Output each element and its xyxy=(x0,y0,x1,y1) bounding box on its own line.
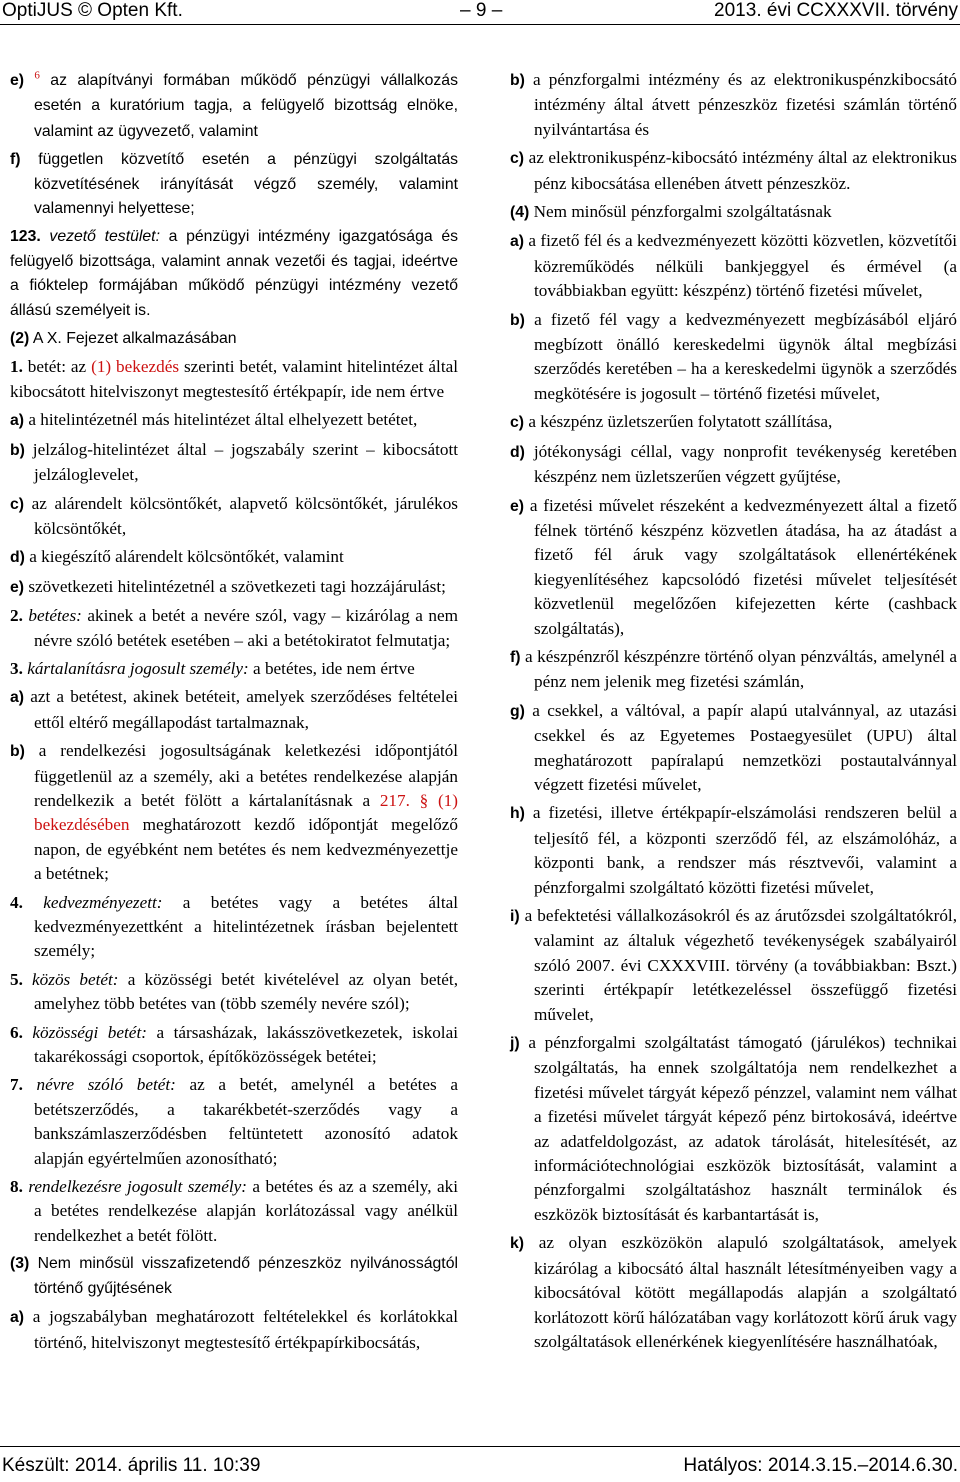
item-text: a fizetési művelet részeként a kedvezményezett által a fizető félnek történő készpénz közvetlen átadása, ha az átadást a fizető fél áruk vagy szolgáltatások ellenértékének kiegyenlítéséhez kapcsolódó fizetési művelet teljesítését közvetlenül megelőzően kifejezetten kérte (cashback szolgáltatás), xyxy=(524,495,957,638)
definition-4 xyxy=(10,891,458,964)
item-text: A X. Fejezet alkalmazásában xyxy=(29,330,237,348)
point-f xyxy=(10,148,458,221)
point-h xyxy=(510,801,957,900)
item-mark: c) xyxy=(510,414,525,432)
point-e xyxy=(10,575,458,600)
item-text: a betétes, ide nem értve xyxy=(248,658,415,678)
item-text: a betétes vagy a betétes által kedvezményezettként a hitelintézetnek írásban bejelentett személy; xyxy=(34,892,458,961)
item-text: a pénzügyi intézmény igazgatósága és felügyelő bizottsága, valamint annak vezetői és tagjai, ideértve a fióktelep formájában működő pénzügyi intézmény vezető állású személyeit is. xyxy=(10,228,459,319)
item-number: 4. xyxy=(10,892,23,912)
point-d xyxy=(510,440,957,490)
point-a xyxy=(10,685,458,735)
term: névre szóló betét: xyxy=(22,1075,176,1095)
item-number: 5. xyxy=(10,969,23,989)
item-mark: f) xyxy=(10,151,21,169)
page-number: – 9 – xyxy=(460,0,503,21)
point-e-footnote xyxy=(10,68,458,144)
subsection-3 xyxy=(10,1252,458,1301)
item-mark: d) xyxy=(10,549,25,567)
term: kártalanításra jogosult személy: xyxy=(22,658,249,678)
term: közösségi betét: xyxy=(22,1022,147,1042)
term: közös betét: xyxy=(22,969,119,989)
definition-3 xyxy=(10,657,458,681)
item-mark: (4) xyxy=(510,204,530,222)
item-text: a csekkel, a váltóval, a papír alapú utalvánnyal, az utazási csekkel és az Egyetemes Postaegyesület (UPU) által meghatározott papíralapú nemzetközi postautalvánnyal végzett fizetési művelet, xyxy=(524,700,957,794)
item-text: az alapítványi formában működő pénzügyi vállalkozás esetén a kuratórium tagja, a felügyelő bizottság elnöke, valamint az ügyvezető, valamint xyxy=(34,72,458,140)
item-number: 2. xyxy=(10,606,23,626)
item-mark: d) xyxy=(510,443,525,461)
item-text: akinek a betét a nevére szól, vagy – kizárólag a nem névre szóló betétek esetében – aki a betétokiratot felmutatja; xyxy=(34,606,458,650)
point-c xyxy=(510,146,957,196)
term: betétes: xyxy=(22,606,82,626)
item-number: 6. xyxy=(10,1022,23,1042)
item-text: betét: az xyxy=(22,357,92,377)
point-f xyxy=(510,645,957,695)
item-mark: (2) xyxy=(10,330,30,348)
definition-1 xyxy=(10,355,458,404)
point-j xyxy=(510,1031,957,1227)
definition-7 xyxy=(10,1073,458,1171)
item-mark: h) xyxy=(510,805,525,823)
item-text: az a betét, amelynél a betétes a betétszerződés, a takarékbetét-szerződés vagy a bankszámlaszerződésben feltüntetett azonosító adatok alapján egyértelműen azonosítható; xyxy=(34,1075,458,1168)
item-text: a pénzforgalmi szolgáltatást támogató (járulékos) technikai szolgáltatás, ha ennek szolgáltatója nem rendelkezhet a fizetési művelet tárgyát képező pénzzel, valamint nem válhat a fizetési művelet tárgyát képező pénz birtokosává, ideértve az adatfeldolgozást, az adatok tárolását, hitelesítését, az információtechnológiai eszközök biztosítását, valamint a pénzforgalmi szolgáltatáshoz használt terminálok és eszközök biztosítását és karbantartását is, xyxy=(519,1033,957,1224)
item-text: azt a betétest, akinek betéteit, amelyek szerződéses feltételei ettől eltérő megállapodást tartalmaznak, xyxy=(24,687,458,732)
item-mark: a) xyxy=(10,412,25,430)
item-mark: i) xyxy=(510,908,520,925)
item-text: jelzálog-hitelintézet által – jogszabály szerint – kibocsátott jelzáloglevelet, xyxy=(24,439,458,485)
item-mark: c) xyxy=(10,495,25,513)
item-number: 8. xyxy=(10,1177,23,1197)
item-text: a befektetési vállalkozásokról és az árutőzsdei szolgáltatókról, valamint az általuk végezhető tevékenységek szabályairól szóló 2007. évi CXXXVIII. törvény (a továbbiakban: Bszt.) szerinti értékpapír letétkezeléssel összefüggő fizetési művelet, xyxy=(519,906,957,1024)
point-b xyxy=(510,308,957,407)
item-text: az alárendelt kölcsöntőkét, alapvető kölcsöntőkét, járulékos kölcsöntőkét, xyxy=(24,493,458,538)
point-a xyxy=(510,229,957,303)
item-text: szövetkezeti hitelintézetnél a szövetkezeti tagi hozzájárulást; xyxy=(24,576,446,596)
item-mark: f) xyxy=(510,648,521,666)
item-text: a hitelintézetnél más hitelintézet által elhelyezett betétet, xyxy=(24,410,418,430)
item-number: 1. xyxy=(10,357,23,377)
item-number: 123. xyxy=(10,228,41,246)
item-mark: a) xyxy=(10,1309,25,1327)
point-c xyxy=(510,410,957,435)
item-text: a társasházak, lakásszövetkezetek, iskolai takarékossági csoportok, építőközösségek betétei; xyxy=(34,1022,458,1067)
term: kedvezményezett: xyxy=(22,892,163,912)
definition-2 xyxy=(10,604,458,653)
item-mark: b) xyxy=(10,743,25,761)
definition-123 xyxy=(10,225,458,323)
definition-8 xyxy=(10,1175,458,1248)
item-text: szerinti betét, valamint hitelintézet által kibocsátott hitelviszonyt megtestesítő értékpapír, ide nem értve xyxy=(10,357,459,401)
point-b xyxy=(10,739,458,886)
point-d xyxy=(10,545,458,570)
definition-6 xyxy=(10,1021,458,1070)
item-text: meghatározott kezdő időpontját megelőző napon, de egyébként nem betétes és nem kedvezményezettje a betétnek; xyxy=(34,815,458,884)
item-mark: a) xyxy=(510,233,525,251)
item-text: az elektronikuspénz-kibocsátó intézmény által az elektronikus pénz kibocsátása ellenében átvett pénzeszköz. xyxy=(524,148,957,193)
item-text: Nem minősül visszafizetendő pénzeszköz nyilvánosságtól történő gyűjtésének xyxy=(29,1255,458,1297)
subsection-4 xyxy=(510,200,957,225)
item-text: a közösségi betét kivételével az olyan betét, amelyhez több betétes van (több személy nevére szól); xyxy=(34,969,458,1014)
point-k xyxy=(510,1231,957,1354)
item-mark: e) xyxy=(510,497,525,515)
item-text: a jogszabályban meghatározott feltételekkel és korlátokkal történő, hitelviszonyt megtestesítő értékpapírkibocsátás, xyxy=(24,1307,458,1352)
item-mark: e) xyxy=(10,72,25,89)
cross-reference-link[interactable]: (1) bekezdés xyxy=(91,357,180,377)
item-text: jótékonysági céllal, vagy nonprofit tevékenység keretében készpénz nem üzletszerűen végzett gyűjtése, xyxy=(524,441,957,487)
item-mark: k) xyxy=(510,1235,525,1253)
left-column xyxy=(10,68,458,1359)
item-mark: e) xyxy=(10,578,25,596)
footnote-link[interactable]: 6 xyxy=(34,69,40,82)
item-text: a kiegészítő alárendelt kölcsöntőkét, valamint xyxy=(24,547,344,567)
item-number: 3. xyxy=(10,658,23,678)
item-text: a készpénzről készpénzre történő olyan pénzváltás, amelynél a pénz nem jelenik meg fizetési számlán, xyxy=(520,646,957,692)
subsection-2 xyxy=(10,327,458,351)
item-mark: c) xyxy=(510,150,525,168)
point-i xyxy=(510,904,957,1027)
point-c xyxy=(10,492,458,542)
effective-period: Hatályos: 2014.3.15.–2014.6.30. xyxy=(683,1455,958,1476)
item-text: független közvetítő esetén a pénzügyi szolgáltatás közvetítésének irányítását végző személy, valamint valamennyi helyettese; xyxy=(20,151,458,218)
item-text: a készpénz üzletszerűen folytatott szállítása, xyxy=(524,412,833,432)
item-text: az olyan eszközökön alapuló szolgáltatások, amelyek kizárólag a kibocsátó által használt létesítményeiben vagy a kibocsátóval kötött megállapodás alapján a szolgáltató korlátozott körű hálózatában vagy korlátozott körű áruk vagy szolgáltatások ellenérkének kiegyenlítésére használhatóak, xyxy=(524,1233,957,1351)
item-text: a fizetési, illetve értékpapír-elszámolási rendszeren belül a teljesítő fél, a központi szerződő fél, az elszámolóház, a központi bank, a rendszer más résztvevői, valamint a pénzforgalmi szolgáltató közötti fizetési művelet, xyxy=(524,803,957,897)
item-mark: b) xyxy=(510,72,525,89)
item-mark: b) xyxy=(510,311,525,329)
right-column xyxy=(510,68,957,1358)
item-mark: g) xyxy=(510,702,525,720)
law-title: 2013. évi CCXXXVII. törvény xyxy=(714,0,958,21)
publisher-label: OptiJUS © Opten Kft. xyxy=(2,0,183,21)
item-mark: a) xyxy=(10,689,25,707)
item-number: 7. xyxy=(10,1075,23,1095)
item-text: a fizető fél és a kedvezményezett közötti közvetlen, közvetítői közreműködés nélküli bankjeggyel és érmével (a továbbiakban együtt: készpénz) történő fizetési művelet, xyxy=(524,231,957,301)
term: vezető testület: xyxy=(40,228,160,246)
page-header xyxy=(0,0,960,25)
item-text: a fizető fél vagy a kedvezményezett megbízásából eljáró megbízott önálló kereskedelmi ügynök által megbízási szerződés keretében – ha a kereskedelmi ügynök a szerződés megkötésére is jogosult – történő fizetési művelet, xyxy=(524,309,957,403)
created-date: Készült: 2014. április 11. 10:39 xyxy=(2,1455,261,1476)
cross-reference-link[interactable]: 217. § (1) bekezdésében xyxy=(34,790,458,835)
point-a xyxy=(10,408,458,433)
item-mark: (3) xyxy=(10,1255,30,1273)
item-text: a rendelkezési jogosultságának keletkezési időpontjától függetlenül az a személy, aki a betétes rendelkezése alapján rendelkezik a betét fölött a kártalanításnak a xyxy=(24,741,458,810)
point-e xyxy=(510,494,957,641)
point-g xyxy=(510,699,957,798)
item-mark: j) xyxy=(510,1035,520,1053)
definition-5 xyxy=(10,968,458,1017)
point-b xyxy=(10,438,458,488)
item-mark: b) xyxy=(10,441,25,459)
item-text: a pénzforgalmi intézmény és az elektronikuspénzkibocsátó intézmény által átvett pénzeszköz fizetési számlán történő nyilvántartása és xyxy=(524,70,957,139)
point-b xyxy=(510,68,957,142)
point-a xyxy=(10,1305,458,1355)
item-text: a betétes és az a személy, aki a betétes rendelkezése alapján korlátozással vagy anélkül rendelkezhet a betét fölött. xyxy=(34,1177,458,1245)
item-text: Nem minősül pénzforgalmi szolgáltatásnak xyxy=(529,202,832,222)
term: rendelkezésre jogosult személy: xyxy=(22,1177,247,1197)
page-footer xyxy=(0,1446,960,1482)
